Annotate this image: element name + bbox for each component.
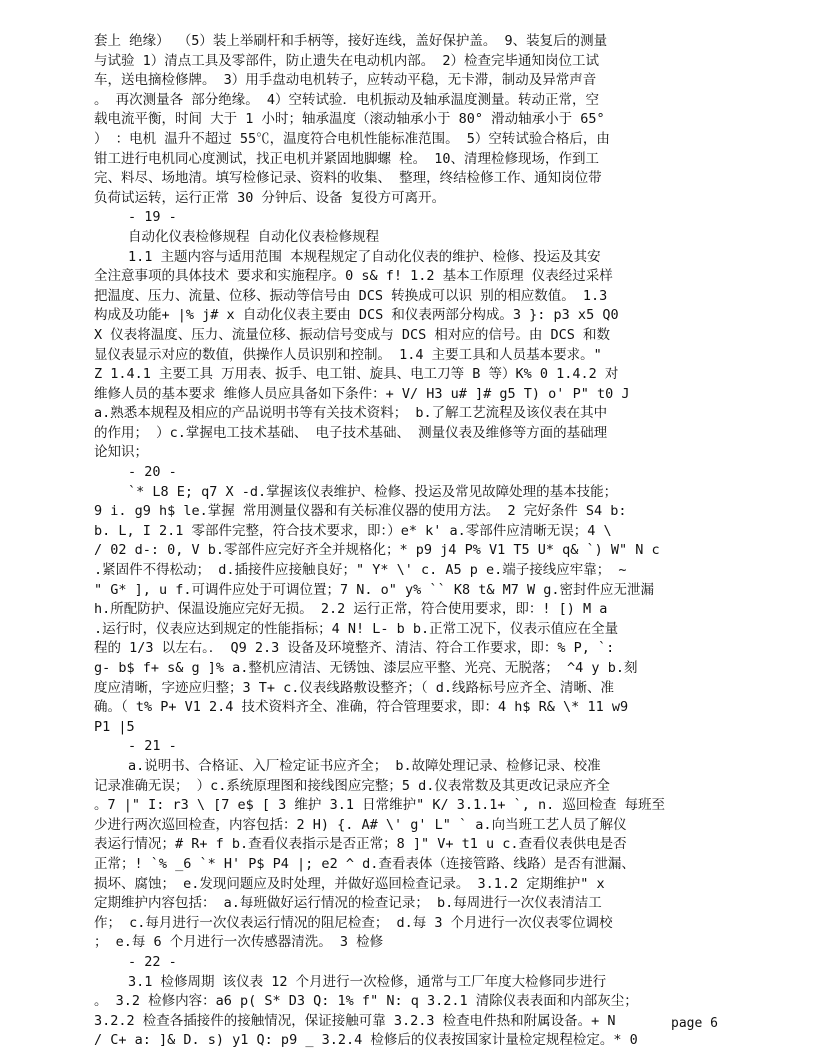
- page-marker: - 22 -: [128, 953, 177, 970]
- page-marker: - 19 -: [128, 209, 177, 226]
- text-line: h.所配防护、保温设施应完好无损。 2.2 运行正常，符合使用要求，即：! [) M a: [94, 601, 608, 618]
- text-line: 1.1 主题内容与适用范围 本规程规定了自动化仪表的维护、检修、投运及其安: [128, 248, 601, 265]
- text-line: 3.1 检修周期 该仪表 12 个月进行一次检修，通常与工厂年度大检修同步进行: [128, 973, 607, 990]
- text-line: 的作用； ）c.掌握电工技术基础、 电子技术基础、 测量仪表及维修等方面的基础理: [94, 424, 608, 441]
- text-line: 维修人员的基本要求 维修人员应具备如下条件：+ V/ H3 u# ]# g5 T) o' P" t0 J: [94, 385, 630, 402]
- text-line: 作； c.每月进行一次仪表运行情况的阻尼检查； d.每 3 个月进行一次仪表零位调校: [94, 914, 613, 931]
- text-line: Z 1.4.1 主要工具 万用表、扳手、电工钳、旋具、电工刀等 B 等）K% 0 1.4.2 对: [94, 366, 619, 383]
- text-line: X 仪表将温度、压力、流量位移、振动信号变成与 DCS 相对应的信号。由 DCS 和数: [94, 326, 611, 343]
- page-marker: - 21 -: [128, 738, 177, 755]
- text-line: 确。（ t% P+ V1 2.4 技术资料齐全、准确，符合管理要求，即：4 h$ R& \* 11 w9: [94, 699, 629, 716]
- text-line: b. L, I 2.1 零部件完整，符合技术要求，即：）e* k' a.零部件应清晰无误；4 \: [94, 522, 612, 539]
- text-line: 定期维护内容包括： a.每班做好运行情况的检查记录； b.每周进行一次仪表清洁工: [94, 895, 602, 912]
- text-line: 。7 |" I: r3 \ [7 e$ [ 3 维护 3.1 日常维护" K/ 3.1.1+ `, n. 巡回检查 每班至: [94, 797, 666, 814]
- text-line: g- b$ f+ s& g ]% a.整机应清洁、无锈蚀、漆层应平整、光亮、无脱落； ^4 y b.刻: [94, 660, 638, 676]
- text-line: 与试验 1）清点工具及零部件，防止遗失在电动机内部。 2）检查完毕通知岗位工试: [94, 52, 600, 69]
- document-body: [94, 32, 734, 1051]
- text-line: 论知识；: [94, 444, 148, 461]
- text-line: 正常；! `% _6 `* H' P$ P4 |; e2 ^ d.查看表体（连接管路、线路）是否有泄漏、: [94, 855, 635, 872]
- text-line: " G* ], u f.可调件应处于可调位置；7 N. o" y% `` K8 t& M7 W g.密封件应无泄漏: [94, 581, 654, 598]
- text-line: .运行时，仪表应达到规定的性能指标；4 N! L- b b.正常工况下，仪表示值应在全量: [94, 620, 619, 637]
- text-line: 把温度、压力、流量、位移、振动等信号由 DCS 转换成可以识 别的相应数值。 1.3: [94, 287, 608, 304]
- text-line: ） ：电机 温升不超过 55℃，温度符合电机性能标准范围。 5）空转试验合格后，由: [94, 130, 610, 147]
- text-line: ； e.每 6 个月进行一次传感器清洗。 3 检修: [94, 934, 384, 951]
- text-line: / 02 d-: 0, V b.零部件应完好齐全并规格化；* p9 j4 P% V1 T5 U* q& `) W" N c: [94, 542, 660, 559]
- text-line: 。 再次测量各 部分绝缘。 4）空转试验．电机振动及轴承温度测量。转动正常，空: [94, 91, 600, 108]
- text-line: 。 3.2 检修内容：a6 p( S* D3 Q: 1% f" N: q 3.2.1 清除仪表表面和内部灰尘；: [94, 993, 638, 1010]
- text-line: 损坏、腐蚀； e.发现问题应及时处理，并做好巡回检查记录。 3.1.2 定期维护" x: [94, 875, 605, 892]
- text-line: 少进行两次巡回检查，内容包括：2 H) {. A# \' g' L" ` a.向当班工艺人员了解仪: [94, 816, 627, 833]
- text-line: 车，送电摘检修牌。 3）用手盘动电机转子，应转动平稳，无卡滞，制动及异常声音: [94, 72, 597, 89]
- text-line: 度应清晰，字迹应归整；3 T+ c.仪表线路敷设整齐；（ d.线路标号应齐全、清晰、准: [94, 679, 615, 696]
- text-line: / C+ a: ]& D. s) y1 Q: p9 _ 3.2.4 检修后的仪表按国家计量检定规程检定。* 0: [94, 1032, 638, 1049]
- text-line: .紧固件不得松动； d.插接件应接触良好；" Y* \' c. A5 p e.端子接线应牢靠； ~: [94, 562, 627, 579]
- text-line: 钳工进行电机同心度测试，找正电机并紧固地脚螺 栓。 10、清理检修现场，作到工: [94, 150, 600, 167]
- text-line: 负荷试运转，运行正常 30 分钟后、设备 复役方可离开。: [94, 189, 446, 206]
- text-line: 9 i. g9 h$ le.掌握 常用测量仪器和有关标准仪器的使用方法。 2 完好条件 S4 b:: [94, 503, 627, 520]
- text-line: 全注意事项的具体技术 要求和实施程序。0 s& f! 1.2 基本工作原理 仪表经过采样: [94, 268, 613, 285]
- text-line: P1 |5: [94, 718, 135, 735]
- page-number: page 6: [671, 1016, 718, 1031]
- page-marker: - 20 -: [128, 464, 177, 481]
- text-line: 完、料尽、场地清。填写检修记录、资料的收集、 整理，终结检修工作、通知岗位带: [94, 170, 602, 187]
- text-line: 记录准确无误； ）c.系统原理图和接线图应完整；5 d.仪表常数及其更改记录应齐全: [94, 777, 610, 794]
- text-line: 程的 1/3 以左右。． Q9 2.3 设备及环境整齐、清洁、符合工作要求，即：% P, `:: [94, 640, 615, 657]
- text-line: 表运行情况；# R+ f b.查看仪表指示是否正常；8 ]" V+ t1 u c.查看仪表供电是否: [94, 836, 627, 853]
- text-line: 自动化仪表检修规程 自动化仪表检修规程: [128, 228, 380, 245]
- text-line: 载电流平衡，时间 大于 1 小时；轴承温度（滚动轴承小于 80° 滑动轴承小于 65°: [94, 111, 605, 128]
- text-line: 3.2.2 检查各插接件的接触情况，保证接触可靠 3.2.3 检查电件热和附属设备。+ N: [94, 1012, 616, 1029]
- text-line: a.说明书、合格证、入厂检定证书应齐全； b.故障处理记录、检修记录、校准: [128, 757, 601, 774]
- text-line: 显仪表显示对应的数值，供操作人员识别和控制。 1.4 主要工具和人员基本要求。": [94, 346, 602, 363]
- text-line: a.熟悉本规程及相应的产品说明书等有关技术资料； b.了解工艺流程及该仪表在其中: [94, 405, 608, 422]
- text-line: 套上 绝缘） （5）装上举刷杆和手柄等，接好连线，盖好保护盖。 9、装复后的测量: [94, 33, 608, 49]
- text-line: 构成及功能+ |% j# x 自动化仪表主要由 DCS 和仪表两部分构成。3 }: p3 x5 Q0: [94, 307, 619, 324]
- text-line: `* L8 E; q7 X -d.掌握该仪表维护、检修、投运及常见故障处理的基本技能；: [128, 483, 618, 500]
